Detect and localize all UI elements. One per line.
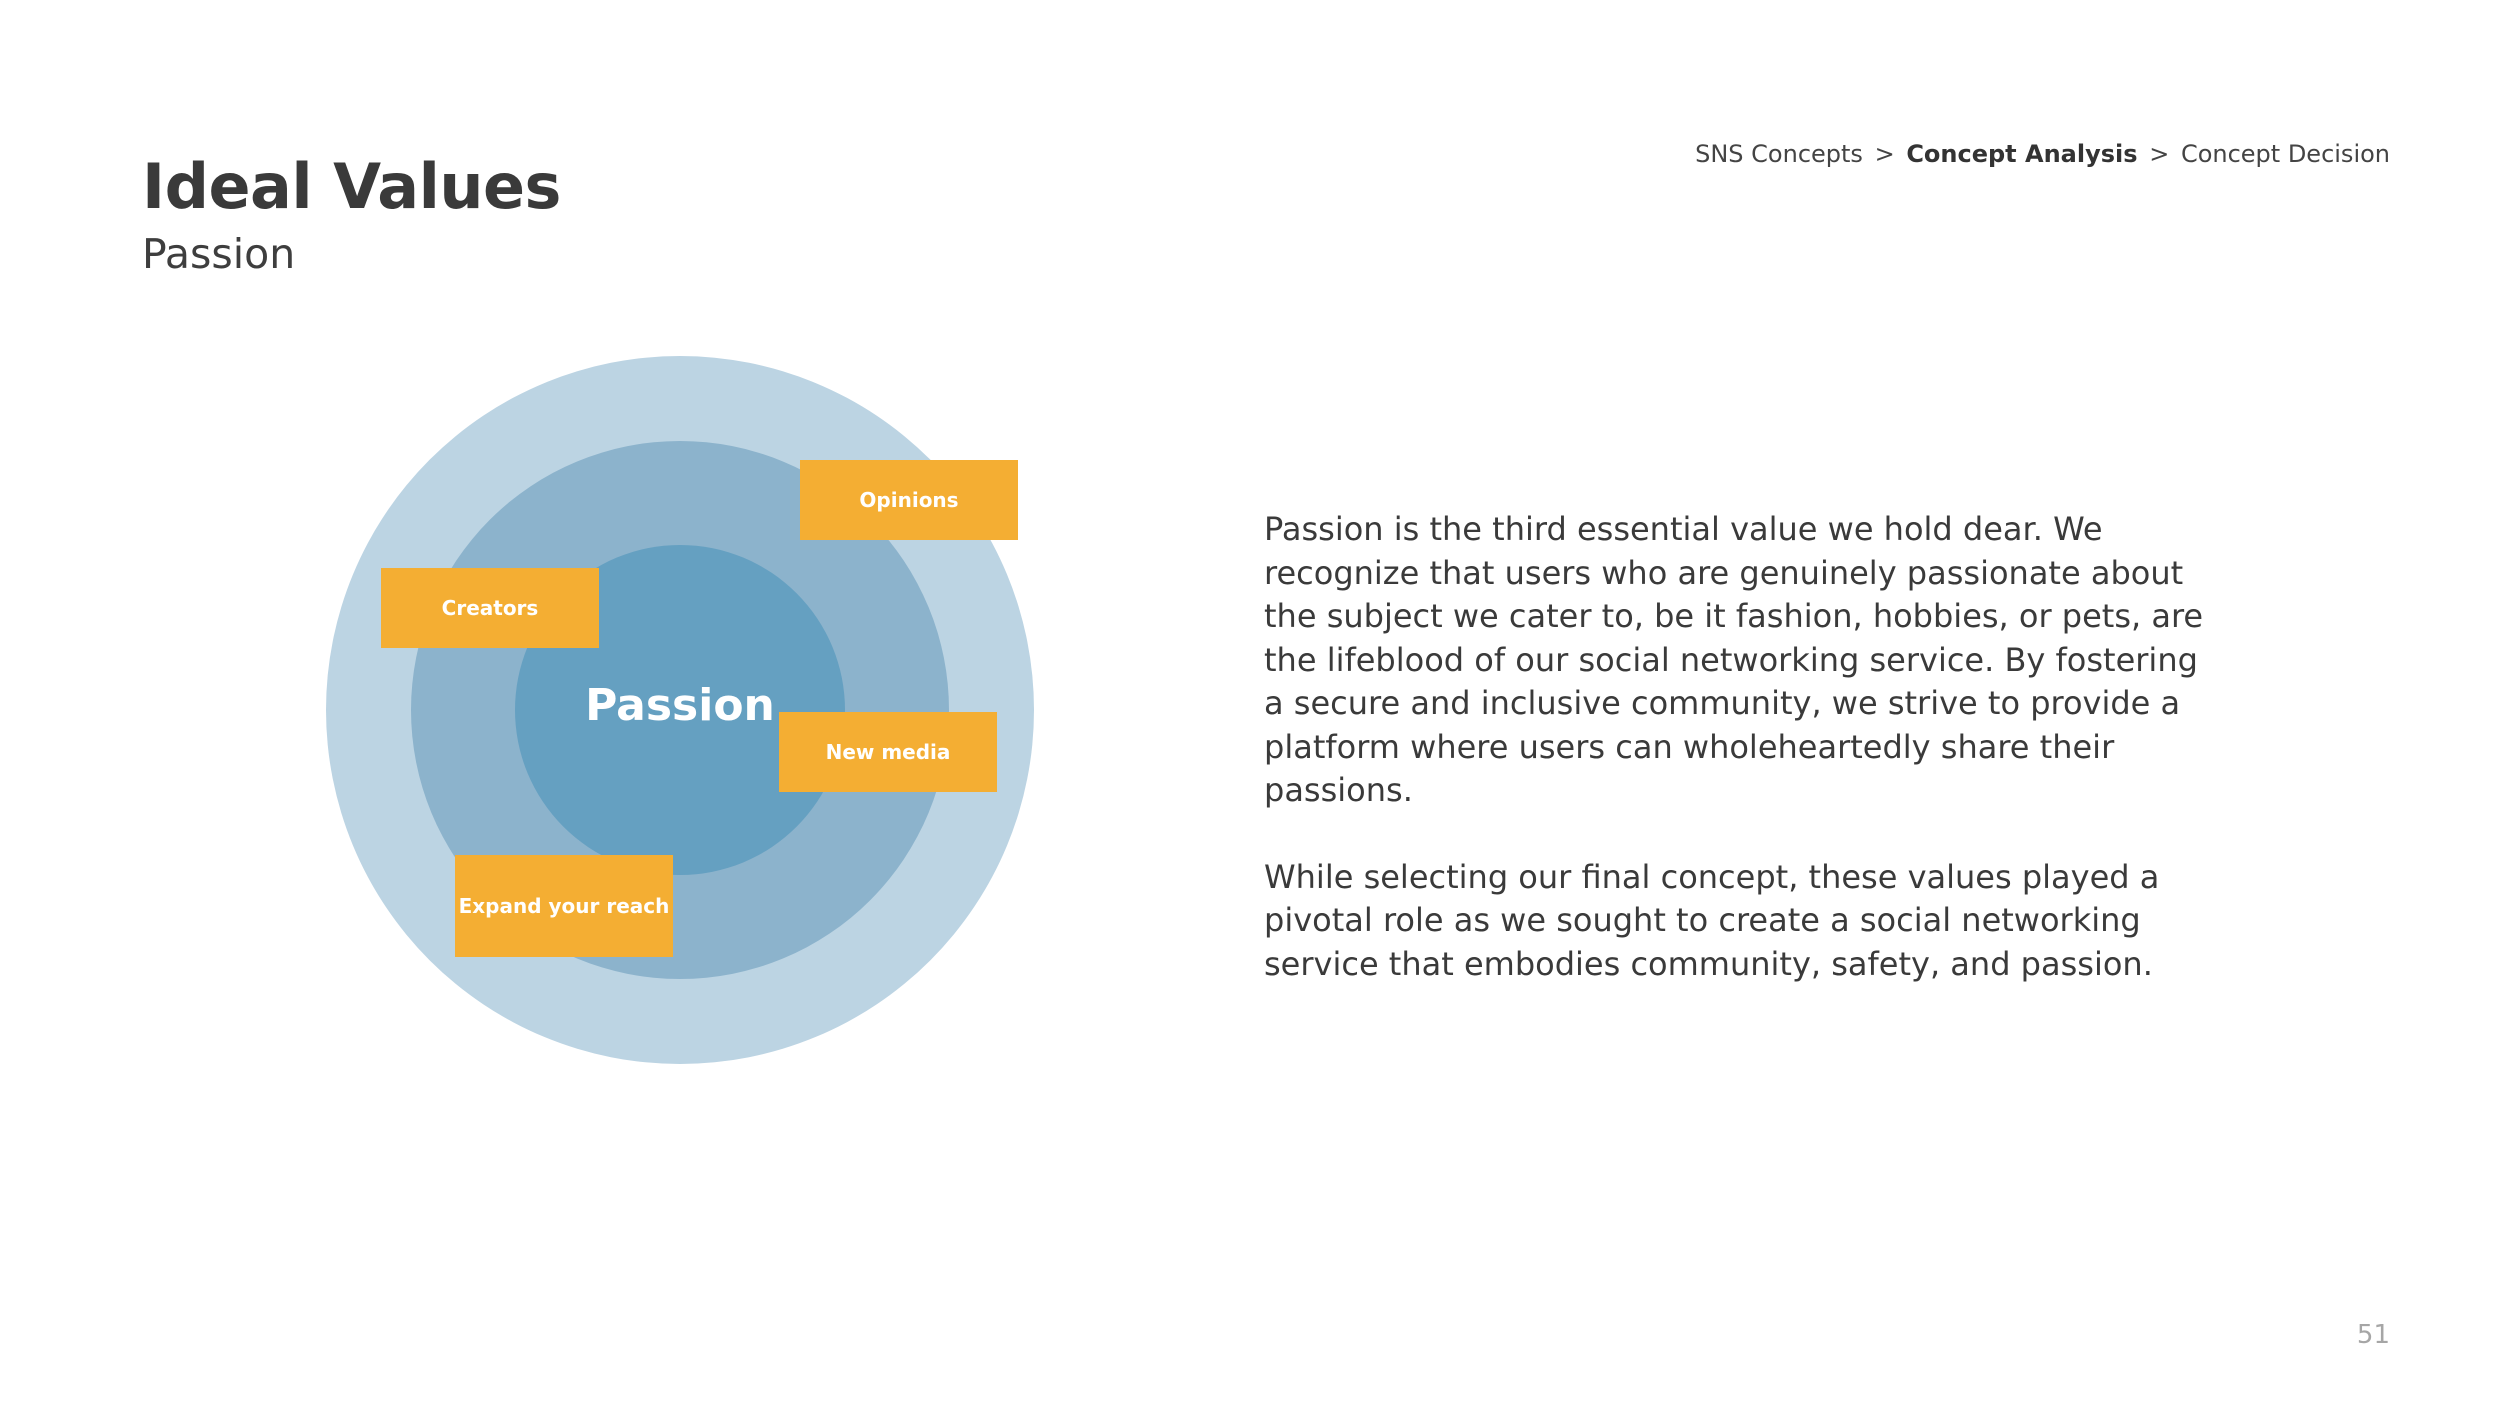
breadcrumb-item-concept-decision[interactable]: Concept Decision <box>2180 140 2390 168</box>
page-title: Ideal Values <box>142 150 561 223</box>
breadcrumb-item-concept-analysis[interactable]: Concept Analysis <box>1906 140 2138 168</box>
breadcrumb <box>1695 140 2390 168</box>
tag-new-media: New media <box>779 712 997 792</box>
tag-expand-your-reach: Expand your reach <box>455 855 673 957</box>
breadcrumb-separator: > <box>2149 140 2170 168</box>
tag-opinions: Opinions <box>800 460 1018 540</box>
breadcrumb-separator: > <box>1874 140 1895 168</box>
passion-diagram <box>320 350 1040 1070</box>
breadcrumb-item-sns-concepts[interactable]: SNS Concepts <box>1695 140 1863 168</box>
body-paragraph: Passion is the third essential value we hold dear. We recognize that users who are genuinely passionate about the subject we cater to, be it fashion, hobbies, or pets, are the lifeblood of our social networking service. By fostering a secure and inclusive community, we strive to provide a platform where users can wholeheartedly share their passions. <box>1264 510 2204 809</box>
diagram-center-label: Passion <box>585 680 775 731</box>
body-paragraph: While selecting our final concept, these values played a pivotal role as we sought to create a social networking service that embodies community, safety, and passion. <box>1264 857 2160 983</box>
body-text <box>1264 508 2204 1029</box>
page-number: 51 <box>2356 1320 2390 1350</box>
tag-creators: Creators <box>381 568 599 648</box>
page-subtitle: Passion <box>142 230 296 278</box>
